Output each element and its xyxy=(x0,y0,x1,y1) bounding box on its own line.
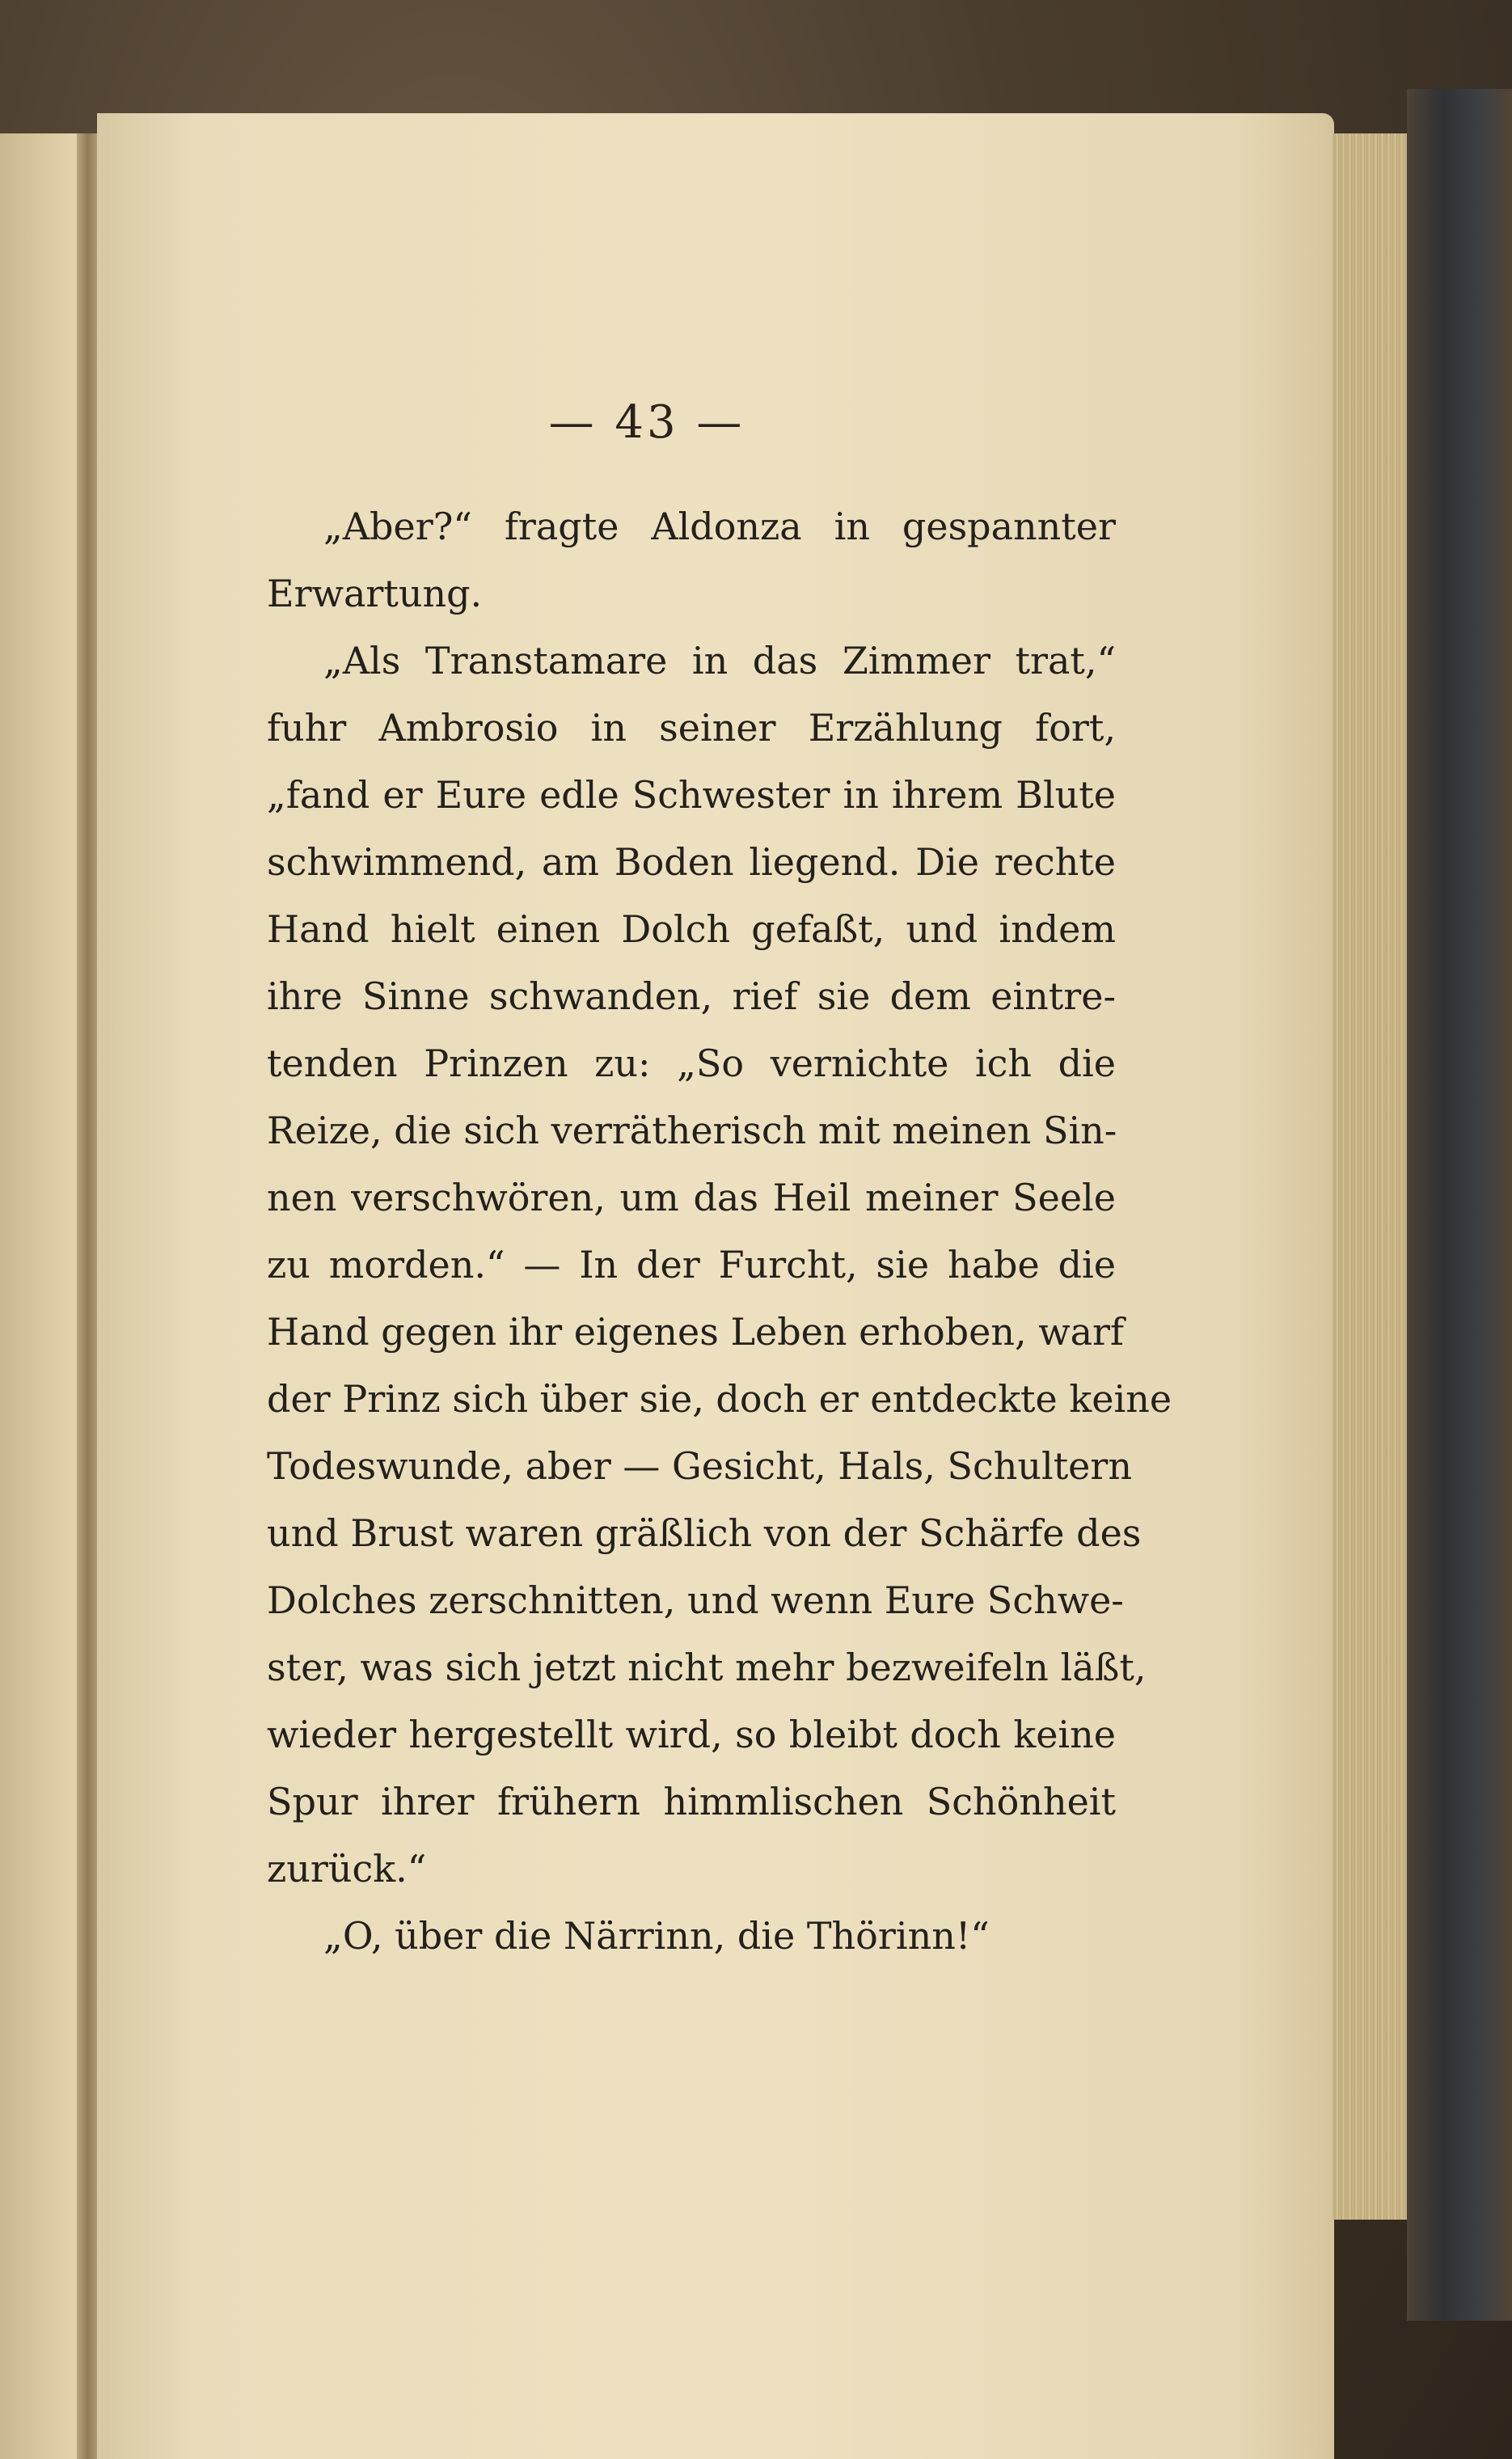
text-line: ster, was sich jetzt nicht mehr bezweifeln läßt, xyxy=(267,1646,1147,1689)
text-line: Erwartung. xyxy=(267,572,483,615)
text-line: schwimmend, am Boden liegend. Die rechte xyxy=(267,840,1116,884)
text-line: „O, über die Närrinn, die Thörinn!“ xyxy=(323,1914,990,1958)
text-line: ihre Sinne schwanden, rief sie dem eintre- xyxy=(267,974,1116,1018)
text-line: tenden Prinzen zu: „So vernichte ich die xyxy=(267,1041,1116,1085)
page-edges xyxy=(1333,133,1411,2220)
text-line: Todeswunde, aber — Gesicht, Hals, Schultern xyxy=(267,1444,1133,1488)
text-line: nen verschwören, um das Heil meiner Seele xyxy=(267,1176,1116,1219)
body-text xyxy=(267,493,1172,1970)
text-line: der Prinz sich über sie, doch er entdeckte keine xyxy=(267,1377,1172,1421)
left-page-edge xyxy=(0,133,85,2459)
text-line: Hand gegen ihr eigenes Leben erhoben, warf xyxy=(267,1310,1125,1354)
text-line: Dolches zerschnitten, und wenn Eure Schwe- xyxy=(267,1578,1124,1622)
page-number: — 43 — xyxy=(548,396,745,449)
text-line: Reize, die sich verrätherisch mit meinen Sin- xyxy=(267,1109,1117,1152)
text-line: und Brust waren gräßlich von der Schärfe des xyxy=(267,1511,1142,1555)
text-line: „Als Transtamare in das Zimmer trat,“ xyxy=(323,639,1116,682)
text-line: „Aber?“ fragte Aldonza in gespannter xyxy=(323,505,1116,548)
text-line: wieder hergestellt wird, so bleibt doch keine xyxy=(267,1713,1116,1756)
text-line: fuhr Ambrosio in seiner Erzählung fort, xyxy=(267,706,1116,750)
text-line: zurück.“ xyxy=(267,1847,427,1891)
text-line: zu morden.“ — In der Furcht, sie habe die xyxy=(267,1243,1116,1287)
text-line: Spur ihrer frühern himmlischen Schönheit xyxy=(267,1780,1116,1823)
text-line: „fand er Eure edle Schwester in ihrem Blute xyxy=(267,773,1116,817)
book-spine xyxy=(1407,89,1512,2321)
text-line: Hand hielt einen Dolch gefaßt, und indem xyxy=(267,907,1116,951)
